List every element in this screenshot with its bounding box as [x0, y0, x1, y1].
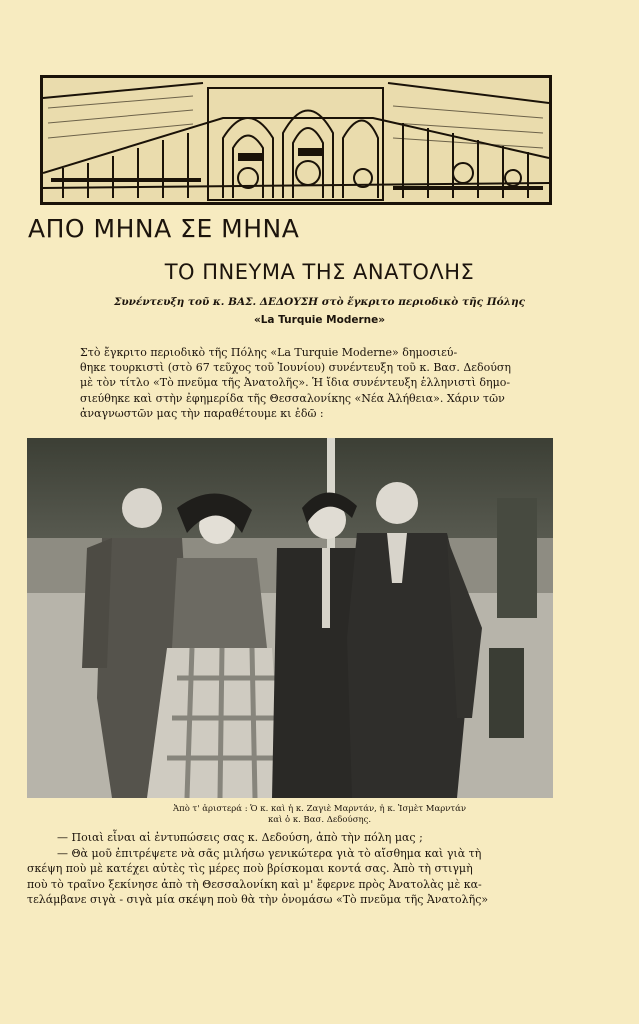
group-photo-four-people-icon: [27, 438, 553, 798]
article-subtitle-publication: «La Turquie Moderne»: [253, 314, 386, 326]
article-subtitle: Συνέντευξη τοῦ κ. ΒΑΣ. ΔΕΔΟΥΣΗ στὸ ἔγκριτο περιοδικὸ τῆς Πόλης: [113, 296, 526, 308]
caption-line: Ἀπὸ τ' ἀριστερά : Ὁ κ. καὶ ἡ κ. Ζαγιὲ Μαρντάν, ἡ κ. Ἰσμὲτ Μαρντάν: [173, 804, 466, 814]
caption-line: καὶ ὁ κ. Βασ. Δεδούσης.: [267, 815, 372, 825]
interview-line: τελάμβανε σιγὰ - σιγὰ μία σκέψη ποὺ θὰ τὴν ὀνομάσω «Τὸ πνεῦμα τῆς Ἀνατολῆς»: [27, 893, 489, 907]
interview-line: — Ποιαὶ εἶναι αἱ ἐντυπώσεις σας κ. Δεδούση, ἀπὸ τὴν πόλη μας ;: [57, 831, 423, 844]
intro-line: ἀναγνωστῶν μας τὴν παραθέτουμε κι ἐδῶ :: [80, 406, 324, 420]
intro-line: θηκε τουρκιστὶ (στὸ 67 τεῦχος τοῦ Ἰουνίου) συνέντευξη τοῦ κ. Βασ. Δεδούση: [80, 361, 512, 375]
intro-line: σιεύθηκε καὶ στὴν ἐφημερίδα τῆς Θεσσαλονίκης «Νέα Ἀλήθεια». Χάριν τῶν: [80, 391, 505, 405]
interview-line: — Θὰ μοῦ ἐπιτρέψετε νὰ σᾶς μιλήσω γενικώτερα γιὰ τὸ αἴσθημα καὶ γιὰ τὴ: [57, 846, 482, 860]
group-photo: [27, 438, 553, 798]
intro-line: Στὸ ἔγκριτο περιοδικὸ τῆς Πόλης «La Turquie Moderne» δημοσιεύ-: [80, 346, 458, 359]
banner-engraving: [40, 75, 552, 205]
article-title: ΤΟ ΠΝΕΥΜΑ ΤΗΣ ΑΝΑΤΟΛΗΣ: [164, 260, 475, 284]
photo-caption: [0, 804, 639, 826]
interview-line: ποὺ τὸ τραῖνο ξεκίνησε ἀπὸ τὴ Θεσσαλονίκη καὶ μ' ἔφερνε πρὸς Ἀνατολὰς μὲ κα-: [27, 877, 482, 891]
interview-line: σκέψη ποὺ μὲ κατέχει αὐτὲς τὶς μέρες ποὺ βρίσκομαι κοντά σας. Ἀπὸ τὴ στιγμὴ: [27, 862, 473, 876]
mosque-arcade-engraving-icon: [43, 78, 549, 202]
intro-paragraph: [80, 345, 538, 421]
section-title: ΑΠΟ ΜΗΝΑ ΣΕ ΜΗΝΑ: [28, 214, 300, 243]
interview-text: [27, 830, 553, 908]
intro-line: μὲ τὸν τίτλο «Τὸ πνεῦμα τῆς Ἀνατολῆς». Ἡ ἴδια συνέντευξη ἑλληνιστὶ δημο-: [80, 376, 511, 390]
